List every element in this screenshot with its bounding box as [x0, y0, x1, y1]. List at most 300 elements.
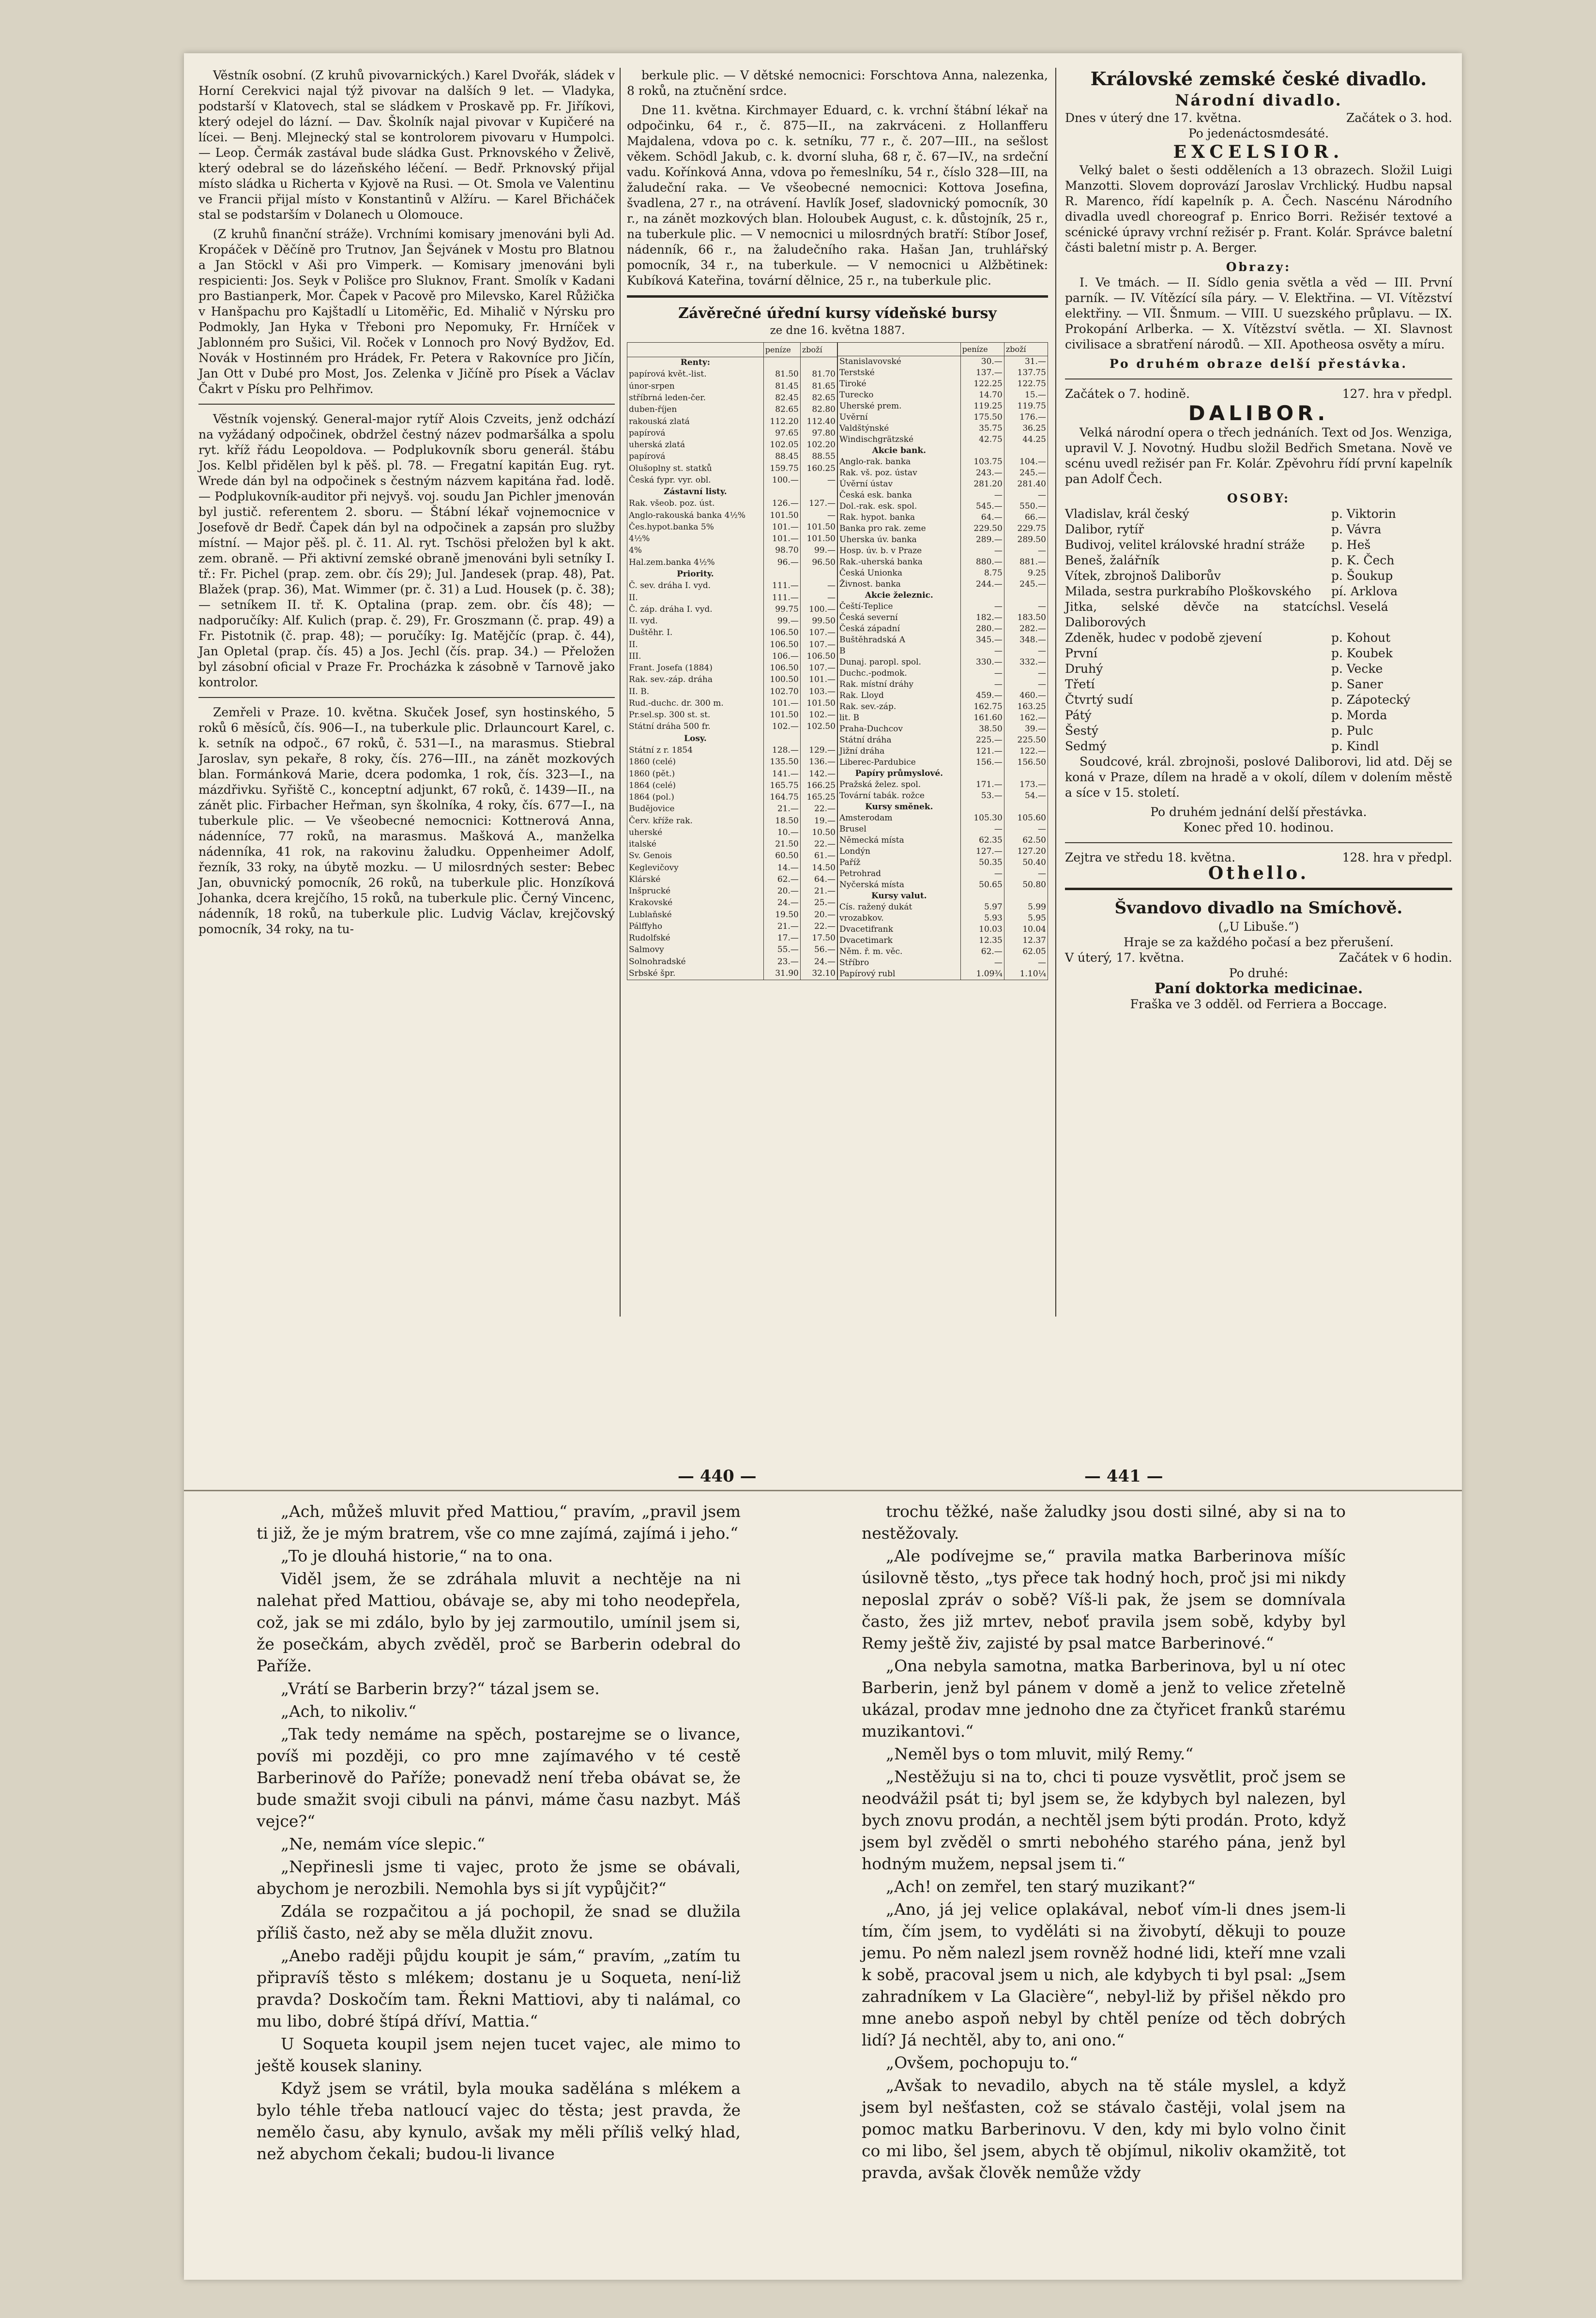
- cast-role: Beneš, žalářník: [1065, 553, 1159, 567]
- security-name: Renty:: [627, 357, 764, 369]
- table-row: [838, 356, 1048, 368]
- price-ask: 36.25: [1004, 423, 1048, 434]
- price-ask: 17.50: [800, 933, 837, 944]
- price-bid: 35.75: [960, 423, 1004, 434]
- price-bid: 111.—: [763, 592, 800, 604]
- price-ask: 105.60: [1004, 813, 1048, 824]
- security-name: papírová květ.-list.: [627, 369, 764, 380]
- security-name: II. B.: [627, 686, 764, 697]
- price-bid: —: [960, 490, 1004, 501]
- price-bid: 105.30: [960, 813, 1004, 824]
- price-bid: 10.—: [763, 827, 800, 838]
- price-bid: 101.50: [763, 710, 800, 721]
- price-bid: 175.50: [960, 412, 1004, 423]
- price-bid: 122.25: [960, 379, 1004, 390]
- security-name: Rak. Lloyd: [838, 690, 961, 701]
- security-name: Dunaj. paropl. spol.: [838, 657, 961, 668]
- security-name: papírová: [627, 451, 764, 463]
- table-row: [627, 521, 837, 533]
- table-row: [838, 434, 1048, 445]
- table-row: [838, 534, 1048, 545]
- table-row: [627, 557, 837, 568]
- security-name: Rak. místní dráhy: [838, 679, 961, 690]
- svandovo-play: Paní doktorka medicinae.: [1154, 980, 1363, 997]
- novel-paragraph: „Nepřinesli jsme ti vajec, proto že jsme se obávali, abychom je nerozbili. Nemohla bys si jít vypůjčit?“: [257, 1857, 741, 1898]
- table-row: [838, 768, 1048, 779]
- price-bid: 119.25: [960, 401, 1004, 412]
- dalibor-title: DALIBOR.: [1188, 401, 1329, 425]
- divider: [1065, 842, 1452, 843]
- cast-row: [1065, 584, 1452, 599]
- cast-role: Zdeněk, hudec v podobě zjevení: [1065, 631, 1262, 645]
- table-row: [838, 879, 1048, 891]
- security-name: Akcie železnic.: [838, 590, 961, 601]
- table-row: [627, 791, 837, 803]
- svandovo-title: Švandovo divadlo na Smíchově.: [1114, 898, 1403, 918]
- price-bid: 165.75: [763, 780, 800, 791]
- price-bid: 96.—: [763, 557, 800, 568]
- obituaries-may-11: Dne 11. května. Kirchmayer Eduard, c. k. vrchní štábní lékař na odpočinku, 64 r., č. 875—II., na zakrváceni. z Hollanfferu Majdalena, vdova po c. k. setníku, 77 r., č. 207—III., na sešlost věkem. Schödl Jakub, c. k. dvorní sluha, 68 r, č. 67—IV., na srdeční vadu. Kořínková Anna, vdova po řemeslníku, 54 r., číslo 328—III, na žaludeční raka. — Ve všeobecné nemocnici: Kottova Josefina, švadlena, 27 r., na otrávení. Havlík Josef, sladovnický pomocník, 30 r., na zánět mozkových blan. Holoubek August, c. k. důstojník, 25 r., na tuberkule plic. — V nemocnici u milosrdných bratří: Stíbor Josef, nádenník, 66 r., na žaludečního raka. Hašan Jan, truhlářský pomocník, 34 r., na tuberkule. — V nemocnici u Alžbětinek: Kubíková Kateřina, tovární dělnice, 25 r., na tuberkule plic.: [627, 103, 1048, 288]
- security-name: Anglo-rakouská banka 4½%: [627, 510, 764, 521]
- table-row: [627, 710, 837, 721]
- security-name: 4%: [627, 545, 764, 557]
- price-bid: 100.50: [763, 674, 800, 686]
- table-row: [627, 439, 837, 451]
- security-name: Anglo-rak. banka: [838, 456, 961, 468]
- table-row: [627, 721, 837, 733]
- price-bid: 182.—: [960, 612, 1004, 623]
- security-name: Uherské prem.: [838, 401, 961, 412]
- price-bid: 164.75: [763, 791, 800, 803]
- news-section: [184, 53, 1462, 1491]
- table-row: [627, 827, 837, 838]
- price-ask: 1.10¼: [1004, 969, 1048, 980]
- price-bid: 101.50: [763, 510, 800, 521]
- price-ask: 142.—: [800, 768, 837, 780]
- table-row: [838, 802, 1048, 813]
- table-row: [627, 662, 837, 674]
- price-bid: 106.50: [763, 662, 800, 674]
- price-ask: 104.—: [1004, 456, 1048, 468]
- security-name: Papírový rubl: [838, 969, 961, 980]
- price-bid: 225.—: [960, 735, 1004, 746]
- security-name: Frant. Josefa (1884): [627, 662, 764, 674]
- price-bid: —: [960, 868, 1004, 879]
- cast-actor: p. Vávra: [1331, 522, 1382, 536]
- table-row: [627, 674, 837, 686]
- cast-note: Soudcové, král. zbrojnoši, poslové Daliborovi, lid atd. Děj se koná v Praze, dílem na hradě a v okolí, dílem v dolením městě a síce v 15. století.: [1065, 755, 1452, 800]
- price-bid: 62.—: [763, 874, 800, 885]
- table-row: [838, 557, 1048, 568]
- price-bid: [960, 590, 1004, 601]
- price-bid: 17.—: [763, 933, 800, 944]
- table-row: [838, 935, 1048, 946]
- price-bid: 99.75: [763, 604, 800, 615]
- cast-actor: p. Vecke: [1331, 662, 1383, 676]
- table-row: [627, 862, 837, 874]
- table-row: [838, 679, 1048, 690]
- table-row: [627, 886, 837, 897]
- price-bid: 62.35: [960, 835, 1004, 846]
- bourse-date: ze dne 16. května 1887.: [770, 324, 905, 337]
- cast-role: Pátý: [1065, 708, 1092, 722]
- fold-line: [184, 1490, 1462, 1491]
- divider: [198, 404, 615, 405]
- price-bid: 30.—: [960, 356, 1004, 368]
- price-bid: —: [960, 545, 1004, 557]
- price-bid: 5.97: [960, 902, 1004, 913]
- cast-row: [1065, 522, 1452, 537]
- price-bid: 64.—: [960, 512, 1004, 523]
- cast-row: [1065, 661, 1452, 677]
- cast-row: [1065, 553, 1452, 568]
- price-bid: 38.50: [960, 724, 1004, 735]
- security-name: Cís. ražený dukát: [838, 902, 961, 913]
- divider: [198, 697, 615, 698]
- cast-row: [1065, 568, 1452, 584]
- security-name: uherská zlatá: [627, 439, 764, 451]
- price-bid: 459.—: [960, 690, 1004, 701]
- table-row: [627, 697, 837, 709]
- price-ask: 112.40: [800, 416, 837, 427]
- table-row: [838, 690, 1048, 701]
- table-row: [627, 651, 837, 662]
- cast-actor: p. Šoukup: [1331, 569, 1393, 583]
- table-row: [838, 490, 1048, 501]
- price-bid: 159.75: [763, 463, 800, 474]
- military-news: Věstník vojenský. General-major rytíř Alois Czveits, jenž odchází na vyžádaný odpočinek, obdržel čestný název podmaršálka a spolu ryt. kříž řádu Leopoldova. — Podplukovník sboru generál. štábu Jos. Kelbl přidělen byl k pěš. pl. 78. — Fregatní kapitán Eug. ryt. Wrede dán byl na odpočinek s čestným názvem kapitána řad. lodě. — Podplukovník-auditor při nejvyš. voj. soudu Jan Pichler jmenován byl justič. referentem 2. sboru. — Štábní lékař vojnemocnice v Josefově dr Bedř. Čapek dán byl na odpočinek a zapsán pro služby místní. — Major pěš. pl. č. 11. Al. ryt. Tschösi přeložen byl k akt. zem. obraně. — Při aktivní zemské obraně jmenováni byli setníky I. tř.: Fr. Pichel (prap. zem. obr. čís 29); Jul. Jandesek (prap. 48), Pat. Blažek (prap. 36), Mat. Wimmer (pr. č. 31) a Lud. Housek (p. č. 38); — setníkem II. tř. K. Optalina (prap. zem. obr. čís 48); — nadporučíky: Alf. Kulich (prap. č. 29), Fr. Groszmann (č. prap. 49) a Fr. Pistotnik (č. prap. 48); — poručíky: Ig. Matějčíc (prap. č. 44), Jan Opletal (prap. čís. 45) a Jos. Jechl (čís. prap. 34.) — Přeložen byl zásobní oficial v Praze Fr. Procházka k zásobně v Tarnově jako kontrolor.: [198, 412, 615, 689]
- price-ask: —: [800, 510, 837, 521]
- price-bid: 330.—: [960, 657, 1004, 668]
- table-row: [627, 357, 837, 369]
- table-row: [627, 592, 837, 604]
- security-name: 1864 (celé): [627, 780, 764, 791]
- table-row: [627, 451, 837, 463]
- table-row: [838, 779, 1048, 790]
- security-name: únor-srpen: [627, 380, 764, 392]
- security-name: lit. B: [838, 712, 961, 724]
- divider: [627, 295, 1048, 298]
- cast-role: Sedmý: [1065, 739, 1107, 753]
- price-bid: [763, 568, 800, 580]
- program-header: [1065, 110, 1452, 126]
- price-bid: 135.50: [763, 757, 800, 768]
- price-ask: 176.—: [1004, 412, 1048, 423]
- price-ask: 122.—: [1004, 746, 1048, 757]
- cast-role: Šestý: [1065, 724, 1098, 738]
- price-ask: 25.—: [800, 897, 837, 909]
- novel-paragraph: „Ach, můžeš mluvit před Mattiou,“ pravím, „pravil jsem ti již, že je mým bratrem, vše co mne zajímá, zajímá i jeho.“: [257, 1502, 741, 1543]
- security-name: Živnost. banka: [838, 579, 961, 590]
- price-ask: —: [1004, 668, 1048, 679]
- novel-paragraph: „Ovšem, pochopuju to.“: [886, 2053, 1078, 2072]
- security-name: italské: [627, 838, 764, 850]
- novel-paragraph: Zdála se rozpačitou a já pochopil, že snad se dlužila příliš často, než aby se měla dlužit znovu.: [257, 1902, 741, 1942]
- security-name: Dol.-rak. esk. spol.: [838, 501, 961, 512]
- price-ask: —: [1004, 601, 1048, 612]
- security-name: stříbrná leden-čer.: [627, 392, 764, 404]
- price-bid: 137.—: [960, 367, 1004, 379]
- price-ask: 5.99: [1004, 902, 1048, 913]
- price-bid: 111.—: [763, 580, 800, 592]
- brewery-news: Věstník osobní. (Z kruhů pivovarnických.) Karel Dvořák, sládek v Horní Cerekvici najal týž pivovar na dalších 9 let. — Vladyka, podstarší v Klatovech, stal se sládkem v Proskavě pp. Fr. Jiříkovi, který odejel do lázní. — Dav. Školník najal pivovar v Kupičeré na lícei. — Benj. Mlejnecký stal se kontrolorem pivovaru v Humpolci. — Leop. Čermák zastával bude sládka Gust. Prknovského v Želivě, který odebral se do lázeňského léčení. — Bedř. Prknovský přijal místo sládka u Richerta v Kyjově na Rusi. — Ot. Smola ve Valentinu ve Francii přijal místo v Konstantinů v Alžíru. — Karel Břicháček stal se podstarším v Dolanech u Olomouce.: [198, 68, 615, 222]
- price-bid: 19.50: [763, 909, 800, 921]
- cast-role: Jitka, selské děvče na statcích Daliborových: [1065, 600, 1331, 629]
- security-name: Něm. ř. m. věc.: [838, 946, 961, 957]
- price-ask: 119.75: [1004, 401, 1048, 412]
- table-row: [838, 924, 1048, 935]
- price-bid: 345.—: [960, 635, 1004, 646]
- price-ask: 96.50: [800, 557, 837, 568]
- price-ask: [1004, 891, 1048, 902]
- column-rule: [1055, 68, 1056, 1317]
- table-row: [838, 913, 1048, 924]
- price-ask: 15.—: [1004, 390, 1048, 401]
- novel-paragraph: „To je dlouhá historie,“ na to ona.: [281, 1546, 553, 1565]
- table-row: [627, 768, 837, 780]
- table-row: [838, 813, 1048, 824]
- table-row: [627, 733, 837, 744]
- table-row: [627, 404, 837, 416]
- price-ask: 102.50: [800, 721, 837, 733]
- price-ask: [1004, 802, 1048, 813]
- price-ask: 44.25: [1004, 434, 1048, 445]
- price-ask: 332.—: [1004, 657, 1048, 668]
- novel-paragraph: „Tak tedy nemáme na spěch, postarejme se o livance, povíš mi později, co pro mne zajímavého v té cestě Barberinově do Paříže; ponevadž není třeba obávat se, že bude smažit svoji cibuli na pánvi, máme času nazbyt. Máš vejce?“: [257, 1725, 741, 1831]
- security-name: Pálffyho: [627, 921, 764, 932]
- security-name: Dvacetimark: [838, 935, 961, 946]
- table-header: peníze: [960, 343, 1004, 356]
- table-row: [627, 909, 837, 921]
- security-name: duben-říjen: [627, 404, 764, 416]
- price-ask: 22.—: [800, 803, 837, 815]
- table-row: [838, 891, 1048, 902]
- price-ask: 107.—: [800, 662, 837, 674]
- price-ask: 122.75: [1004, 379, 1048, 390]
- price-ask: —: [800, 592, 837, 604]
- security-name: III.: [627, 651, 764, 662]
- price-ask: 102.20: [800, 439, 837, 451]
- price-bid: [763, 357, 800, 369]
- table-row: [838, 390, 1048, 401]
- price-ask: 282.—: [1004, 623, 1048, 635]
- price-bid: [960, 802, 1004, 813]
- price-bid: 281.20: [960, 479, 1004, 490]
- price-bid: 53.—: [960, 790, 1004, 802]
- column-announcements: [198, 68, 615, 941]
- table-row: [838, 969, 1048, 980]
- obituaries: Zemřeli v Praze. 10. května. Skuček Josef, syn hostinského, 5 roků 6 měsíců, čís. 906—I., na tuberkule plic. Drlauncourt Karel, c. k. setník na odpoč., 67 roků, č. 531—I., na marasmus. Stiebral Jaroslav, syn pekaře, 8 roky, čís. 276—III., na zánět mozkových blan. Formánková Marie, dcera podomka, 1 rok, čís. 323—I., na mázdřivku. Syřiště C., konceptní adjunkt, 67 roků, č. 1439—II., na zánět plic. Firbacher Heřman, syn školníka, 4 roky, čís. 677—I., na tuberkule plic. — Ve všeobecné nemocnici: Kottnerová Anna, nádenníce, 77 roků, na marasmus. Mašková A., manželka nádenníka, 41 rok, na rakovinu žaludku. Oppenheimer Adolf, řezník, 33 roky, na úbytě mozku. — U milosrdných sester: Bebec Jan, obuvnický pomocník, 26 roků, na tuberkule plic. Honzíková Johanka, dcera krejčího, 15 roků, na tuberkule plic. Černý Vincenc, nádenník, 18 roků, na tuberkule plic. Ludvig Václav, krejčovský pomocník, 34 roky, na tu-: [198, 705, 615, 936]
- table-row: [838, 746, 1048, 757]
- bourse-title: Závěrečné úřední kursy vídeňské bursy: [678, 305, 997, 322]
- table-row: [838, 868, 1048, 879]
- table-row: [838, 579, 1048, 590]
- table-row: [838, 646, 1048, 657]
- table-header: zboží: [1004, 343, 1048, 356]
- price-ask: 245.—: [1004, 579, 1048, 590]
- price-bid: 88.45: [763, 451, 800, 463]
- price-ask: 460.—: [1004, 690, 1048, 701]
- security-name: Rak. sev.-záp.: [838, 701, 961, 712]
- security-name: Valdštýnské: [838, 423, 961, 434]
- price-bid: 101.—: [763, 533, 800, 545]
- price-bid: 1.09¾: [960, 969, 1004, 980]
- price-ask: 5.95: [1004, 913, 1048, 924]
- price-ask: 127.—: [800, 498, 837, 510]
- price-bid: 161.60: [960, 712, 1004, 724]
- price-ask: 107.—: [800, 639, 837, 651]
- price-ask: 62.05: [1004, 946, 1048, 957]
- security-name: Rud.-duchc. dr. 300 m.: [627, 697, 764, 709]
- security-name: Čeští-Teplice: [838, 601, 961, 612]
- security-name: Duchc.-podmok.: [838, 668, 961, 679]
- table-row: [627, 744, 837, 756]
- security-name: Hosp. úv. b. v Praze: [838, 545, 961, 557]
- price-bid: 62.—: [960, 946, 1004, 957]
- price-bid: 10.03: [960, 924, 1004, 935]
- program-day: Dnes v úterý dne 17. května.: [1065, 111, 1242, 125]
- cast-role: Vladislav, král český: [1065, 507, 1189, 521]
- table-row: [627, 416, 837, 427]
- table-row: [838, 902, 1048, 913]
- cast-row: [1065, 646, 1452, 661]
- table-row: [838, 824, 1048, 835]
- cast-role: Druhý: [1065, 662, 1103, 676]
- theatre-title: Královské zemské české divadlo.: [1090, 68, 1427, 90]
- tomorrow-day: Zejtra ve středu 18. května.: [1065, 850, 1236, 864]
- bourse-tables: [627, 342, 1048, 980]
- table-row: [627, 944, 837, 956]
- price-bid: 99.—: [763, 615, 800, 627]
- price-bid: 50.65: [960, 879, 1004, 891]
- table-row: [838, 846, 1048, 857]
- column-obituaries-bourse: [627, 68, 1048, 980]
- price-ask: 101.50: [800, 697, 837, 709]
- price-bid: 112.20: [763, 416, 800, 427]
- price-ask: 82.65: [800, 392, 837, 404]
- price-bid: 14.—: [763, 862, 800, 874]
- cast-actor: p. Zápotecký: [1331, 693, 1411, 707]
- subscription-number-2: 128. hra v předpl.: [1342, 850, 1452, 864]
- security-name: Priority.: [627, 568, 764, 580]
- price-ask: 245.—: [1004, 468, 1048, 479]
- security-name: Pr.sel.sp. 300 st. st.: [627, 710, 764, 721]
- performance-count: Po jedenáctosmdesáté.: [1188, 126, 1329, 140]
- price-bid: 102.—: [763, 721, 800, 733]
- security-name: Česká fypr. vyr. obl.: [627, 474, 764, 486]
- table-row: [838, 757, 1048, 768]
- security-name: Jižní dráha: [838, 746, 961, 757]
- price-bid: 102.05: [763, 439, 800, 451]
- security-name: Červ. kříže rak.: [627, 815, 764, 827]
- cast-actor: p. Kindl: [1331, 739, 1379, 753]
- price-bid: 162.75: [960, 701, 1004, 712]
- security-name: Olušoplny st. statků: [627, 463, 764, 474]
- price-bid: 244.—: [960, 579, 1004, 590]
- table-row: [627, 510, 837, 521]
- price-bid: 121.—: [960, 746, 1004, 757]
- table-row: [838, 512, 1048, 523]
- novel-paragraph: „Ach, to nikoliv.“: [281, 1702, 417, 1721]
- price-ask: 102.—: [800, 710, 837, 721]
- cast-actor: p. Koubek: [1331, 646, 1393, 660]
- security-name: Nyčerská místa: [838, 879, 961, 891]
- cast-heading: OSOBY:: [1227, 491, 1291, 505]
- security-name: Duštěhr. I.: [627, 627, 764, 639]
- subscription-number: 127. hra v předpl.: [1342, 387, 1452, 401]
- price-bid: 18.50: [763, 815, 800, 827]
- evening-start: Začátek o 7. hodině.: [1065, 387, 1190, 401]
- novel-paragraph: Když jsem se vrátil, byla mouka sadělána s mlékem a bylo téhle třeba natloucí vajec do těsta; jest pravda, že nemělo času, aby kynulo, avšak my měli příliš velký hlad, než abychom čekali; budou-li livance: [257, 2079, 741, 2163]
- cast-actor: p. Heš: [1331, 538, 1371, 552]
- cast-list: [1065, 506, 1452, 754]
- table-row: [627, 463, 837, 474]
- price-ask: —: [1004, 957, 1048, 969]
- table-row: [838, 545, 1048, 557]
- price-ask: 106.50: [800, 651, 837, 662]
- price-ask: 39.—: [1004, 724, 1048, 735]
- table-row: [627, 639, 837, 651]
- security-name: Uherska úv. banka: [838, 534, 961, 545]
- security-name: II.: [627, 639, 764, 651]
- intermission-note: Po druhém obraze delší přestávka.: [1109, 357, 1408, 371]
- novel-paragraph: „Avšak to nevadilo, abych na tě stále myslel, a když jsem byl nešťasten, což se stávalo častěji, volal jsem na pomoc matku Barberinovu. V den, kdy mi bylo volno činit co mi libo, šel jsem, abych tě objímul, nikoliv okamžitě, tot pravda, avšak člověk nemůže vždy: [862, 2076, 1346, 2182]
- price-bid: [960, 768, 1004, 779]
- price-ask: 54.—: [1004, 790, 1048, 802]
- table-row: [838, 612, 1048, 623]
- price-bid: [763, 733, 800, 744]
- table-row: [627, 921, 837, 932]
- price-ask: 99.50: [800, 615, 837, 627]
- price-ask: 82.80: [800, 404, 837, 416]
- table-row: [838, 790, 1048, 802]
- price-ask: 9.25: [1004, 568, 1048, 579]
- price-ask: 50.80: [1004, 879, 1048, 891]
- price-bid: 12.35: [960, 935, 1004, 946]
- security-name: II.: [627, 592, 764, 604]
- price-bid: —: [960, 601, 1004, 612]
- price-ask: 99.—: [800, 545, 837, 557]
- price-ask: 229.75: [1004, 523, 1048, 534]
- price-bid: 14.70: [960, 390, 1004, 401]
- security-name: Úvěrní ústav: [838, 479, 961, 490]
- cast-role: Čtvrtý sudí: [1065, 693, 1133, 707]
- price-ask: 348.—: [1004, 635, 1048, 646]
- security-name: Rak. sev.-záp. dráha: [627, 674, 764, 686]
- table-row: [627, 615, 837, 627]
- price-ask: 550.—: [1004, 501, 1048, 512]
- price-ask: 101.50: [800, 533, 837, 545]
- security-name: 4½%: [627, 533, 764, 545]
- price-ask: 19.—: [800, 815, 837, 827]
- price-ask: 56.—: [800, 944, 837, 956]
- table-row: [627, 968, 837, 980]
- price-bid: 97.65: [763, 427, 800, 439]
- security-name: Banka pro rak. zeme: [838, 523, 961, 534]
- table-row: [838, 623, 1048, 635]
- table-row: [627, 392, 837, 404]
- price-bid: 128.—: [763, 744, 800, 756]
- price-bid: 106.50: [763, 627, 800, 639]
- bourse-table-right: [837, 342, 1048, 980]
- price-bid: —: [960, 668, 1004, 679]
- price-ask: 156.50: [1004, 757, 1048, 768]
- svandovo-subtitle: („U Libuše.“): [1218, 920, 1299, 934]
- price-bid: 81.50: [763, 369, 800, 380]
- price-bid: 21.—: [763, 803, 800, 815]
- price-ask: —: [1004, 824, 1048, 835]
- price-ask: —: [1004, 868, 1048, 879]
